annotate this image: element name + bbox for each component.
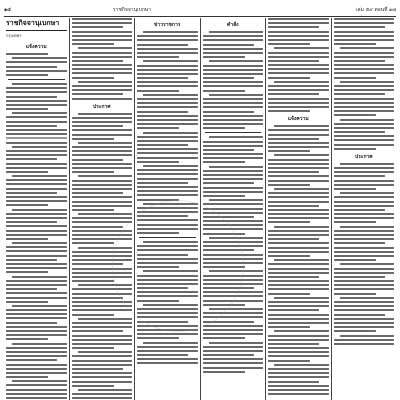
text-columns bbox=[4, 18, 396, 400]
page-header bbox=[4, 4, 396, 17]
issue-info: เล่ม ๕๙ ตอนที่ ๑๗ bbox=[355, 7, 396, 13]
column-1 bbox=[4, 18, 70, 400]
column-5-heading: แจ้งความ bbox=[287, 116, 309, 123]
masthead-title: ราชกิจจานุเบกษา bbox=[6, 18, 67, 31]
column-6-heading: ประกาศ bbox=[354, 153, 373, 160]
column-4-heading: คำสั่ง bbox=[226, 22, 239, 28]
column-2 bbox=[70, 18, 136, 400]
column-4 bbox=[201, 18, 267, 400]
column-3 bbox=[135, 18, 201, 400]
column-4-divider bbox=[205, 132, 262, 133]
column-5 bbox=[266, 18, 332, 400]
masthead-subtitle: กรุงเทพฯ bbox=[6, 33, 22, 38]
column-3-divider bbox=[139, 237, 196, 238]
column-1-heading: แจ้งความ bbox=[25, 44, 47, 50]
running-title: ราชกิจจานุเบกษา bbox=[112, 7, 151, 13]
column-1-text bbox=[6, 53, 67, 76]
column-3-heading: ข่าวราชการ bbox=[154, 22, 181, 28]
page-number: ๑๔ bbox=[4, 7, 11, 13]
column-2-heading: ประกาศ bbox=[92, 103, 111, 110]
column-6 bbox=[332, 18, 397, 400]
column-1-divider-1 bbox=[8, 79, 65, 80]
